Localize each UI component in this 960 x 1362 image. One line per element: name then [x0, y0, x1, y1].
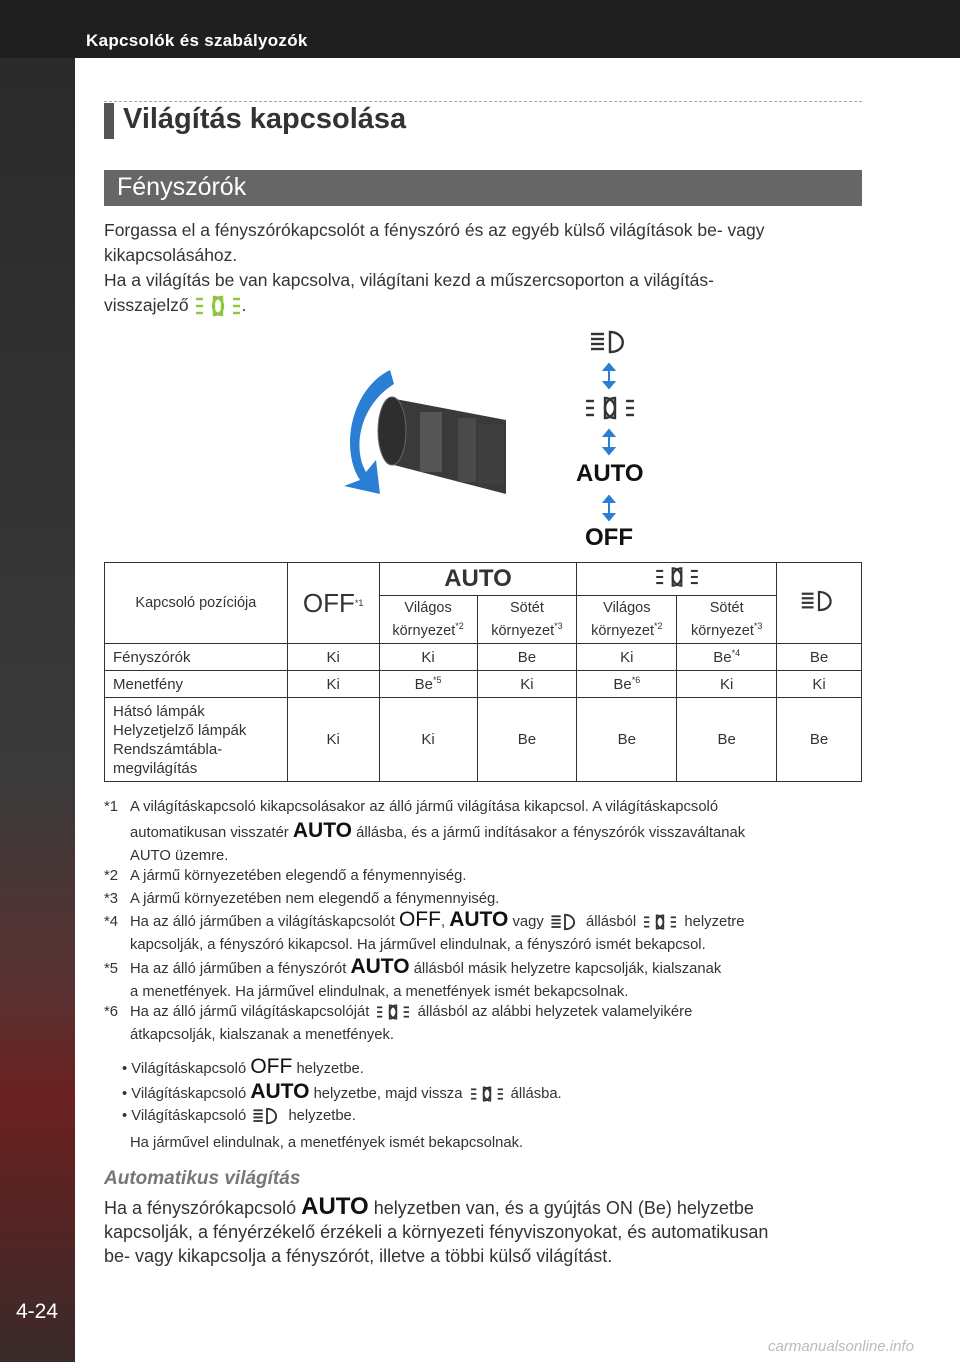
auto-position-label: AUTO	[576, 460, 644, 487]
headlight-high-icon	[799, 588, 839, 614]
intro-paragraph-2b: visszajelző	[104, 295, 189, 315]
page-title: Világítás kapcsolása	[123, 103, 407, 135]
side-strip	[0, 58, 75, 1362]
intro-text	[104, 218, 864, 318]
off-icon: OFF	[398, 908, 441, 931]
footnote-4: *4 Ha az álló járműben a világításkapcsolót OFF, AUTO vagy állásból helyzetre kapcsolják, a fényszóró kikapcsol. Ha járművel elindulnak, a fényszóró ismét bekapcsol.	[104, 908, 745, 953]
position-light-icon	[373, 1002, 413, 1022]
table-row: Fényszórók Ki Ki Be Ki Be$^{*4}$ Be	[105, 644, 862, 671]
table-header-position: Kapcsoló pozíciója	[105, 563, 288, 644]
position-light-icon	[651, 564, 703, 590]
footnote-5: *5 Ha az álló járműben a fényszórót AUTO állásból másik helyzetre kapcsolják, kialszanak a menetfények. Ha járművel elindulnak, a menetfények ismét bekapcsolnak.	[104, 955, 722, 1000]
auto-icon: AUTO	[250, 1080, 310, 1103]
page-number: 4-24	[16, 1300, 59, 1323]
headlight-high-icon	[250, 1106, 284, 1126]
watermark: carmanualsonline.info	[768, 1338, 914, 1355]
note-after-list: Ha járművel elindulnak, a menetfények ismét bekapcsolnak.	[130, 1135, 524, 1151]
table-row: Hátsó lámpák Helyzetjelző lámpák Rendszámtábla- megvilágítás Ki Ki Be Be Be Be	[105, 698, 862, 782]
auto-icon: AUTO	[292, 819, 352, 842]
table-header-auto: AUTO	[379, 563, 577, 596]
sub-header-auto-dark: Sötét környezet$^{*3}$	[477, 596, 577, 644]
intro-paragraph-2: Ha a világítás be van kapcsolva, világítani kezd a műszercsoporton a világítás-	[104, 270, 714, 290]
table-row: Menetfény Ki Be$^{*5}$ Ki Be$^{*6}$ Ki Ki	[105, 671, 862, 698]
sub-header-pos-dark: Sötét környezet$^{*3}$	[677, 596, 777, 644]
light-switch-stalk-illustration	[330, 360, 510, 500]
table-header-off: OFF$^{*1}$	[287, 563, 379, 644]
arrow-updown-icon	[600, 494, 618, 522]
auto-lighting-heading: Automatikus világítás	[104, 1168, 301, 1189]
intro-period: .	[241, 295, 247, 315]
footnote-6: *6 Ha az álló jármű világításkapcsolóját állásból az alábbi helyzetek valamelyikére átkapcsolják, kialszanak a menetfények.	[104, 1004, 693, 1043]
arrow-updown-icon	[600, 362, 618, 390]
intro-paragraph-1: Forgassa el a fényszórókapcsolót a fényszóró és az egyéb külső világítások be- vagy kikapcsolásához.	[104, 220, 765, 265]
headlight-high-icon	[588, 328, 632, 356]
auto-icon: AUTO	[449, 908, 509, 931]
top-bar	[0, 0, 960, 58]
table-header-headlight	[777, 563, 862, 644]
footnote-1: *1 A világításkapcsoló kikapcsolásakor az álló jármű világítása kikapcsol. A világításkapcsoló automatikusan visszatér AUTO állásba, és a jármű indításakor a fényszórók visszaváltanak AUTO üzemre.	[104, 799, 746, 864]
position-light-icon	[584, 393, 636, 423]
position-light-icon	[640, 912, 680, 932]
auto-icon: AUTO	[301, 1193, 369, 1220]
off-position-label: OFF	[585, 524, 633, 551]
list-item: • Világításkapcsoló AUTO helyzetbe, majd vissza állásba.	[122, 1080, 562, 1103]
auto-icon: AUTO	[350, 955, 410, 978]
footnote-3: *3 A jármű környezetében nem elegendő a fénymennyiség.	[104, 891, 500, 907]
auto-lighting-text: Ha a fényszórókapcsoló AUTO helyzetben van, és a gyújtás ON (Be) helyzetbe kapcsolják, a fényérzékelő érzékeli a környezeti fényviszonyokat, és automatikusan be- vagy kikapcsolja a fényszórót, illetve a többi külső világítást.	[104, 1193, 769, 1266]
position-light-indicator-icon	[194, 294, 242, 318]
title-rule	[104, 101, 862, 102]
title-marker	[104, 103, 114, 139]
position-light-icon	[467, 1084, 507, 1104]
sub-header-pos-light: Világos környezet$^{*2}$	[577, 596, 677, 644]
switch-position-table	[104, 562, 862, 782]
list-item: • Világításkapcsoló OFF helyzetbe.	[122, 1055, 364, 1078]
list-item: • Világításkapcsoló helyzetbe.	[122, 1105, 356, 1128]
sub-header-auto-light: Világos környezet$^{*2}$	[379, 596, 477, 644]
section-subtitle: Fényszórók	[117, 173, 247, 201]
section-title: Kapcsolók és szabályozók	[86, 31, 308, 50]
off-icon: OFF	[250, 1055, 293, 1078]
headlight-high-icon	[548, 912, 582, 932]
footnote-2: *2 A jármű környezetében elegendő a fénymennyiség.	[104, 868, 467, 884]
arrow-updown-icon	[600, 428, 618, 456]
table-header-position-light	[577, 563, 777, 596]
